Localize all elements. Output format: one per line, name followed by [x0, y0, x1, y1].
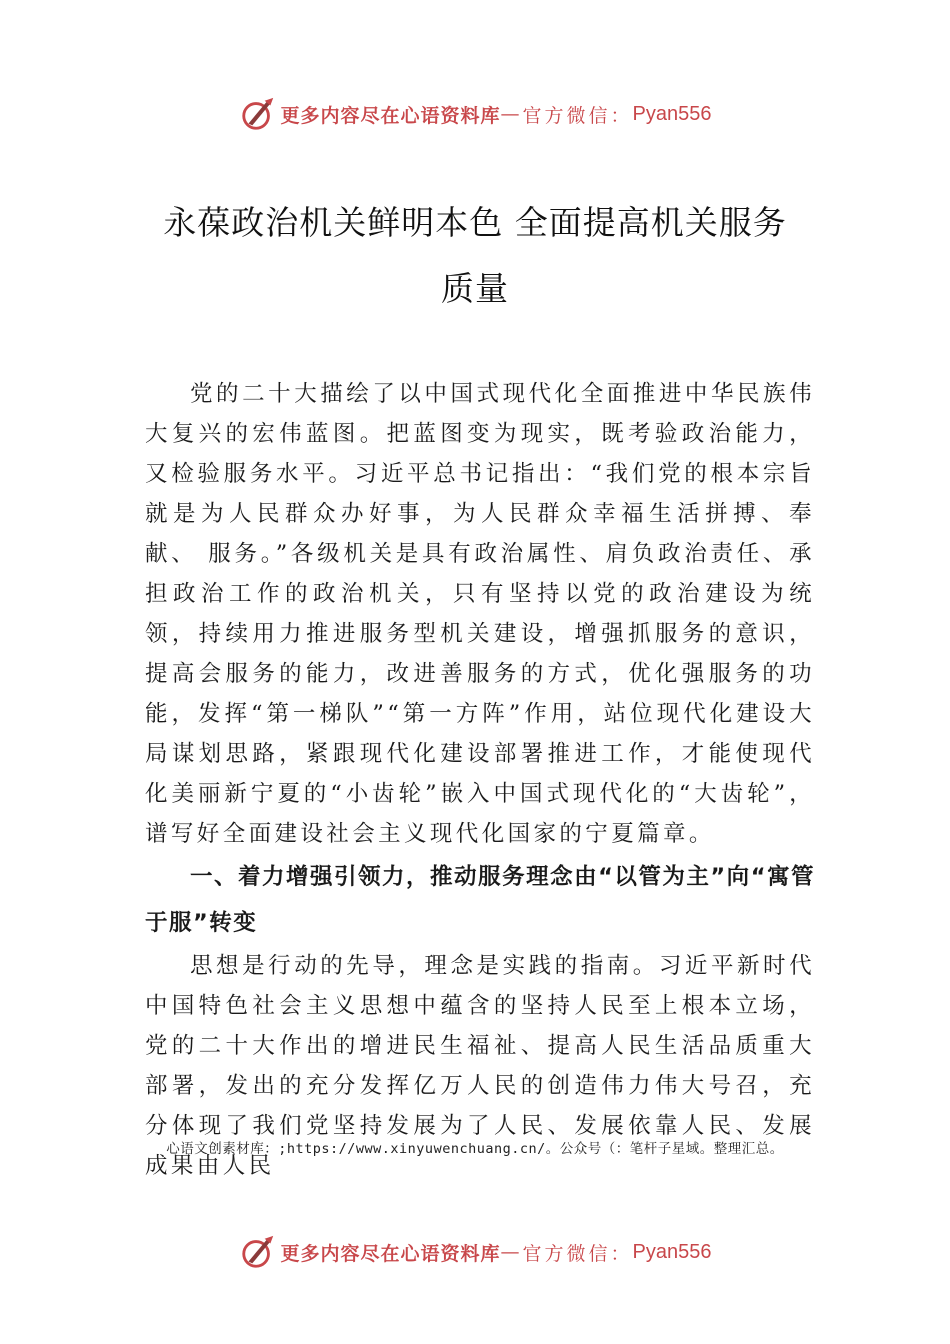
- banner-brand: 更多内容尽在心语资料库: [280, 1242, 501, 1265]
- banner-wechat-handle: Pyan556: [632, 1240, 712, 1263]
- quill-logo-icon: [239, 1233, 277, 1271]
- source-footer: 心语文创素材库：;https://www.xinyuwenchuang.cn/。公众号（：笔杆子星域。整理汇总。: [166, 1141, 784, 1157]
- title-line-1: 永葆政治机关鲜明本色 全面提高机关服务: [163, 203, 787, 242]
- banner-separator: —: [500, 1241, 523, 1263]
- section-1-heading: 一、着力增强引领力，推动服务理念由“以管为主”向“寓管于服”转变: [145, 864, 815, 936]
- banner-wechat-label: 官方微信：: [522, 104, 633, 127]
- banner-brand: 更多内容尽在心语资料库: [280, 104, 501, 127]
- banner-wechat-label: 官方微信：: [522, 1242, 633, 1265]
- quill-logo-icon: [239, 95, 277, 133]
- title-line-2: 质量: [441, 269, 509, 308]
- intro-paragraph: 党的二十大描绘了以中国式现代化全面推进中华民族伟大复兴的宏伟蓝图。把蓝图变为现实，既考验政治能力， 又检验服务水平。习近平总书记指出：“我们党的根本宗旨就是为人民群众办好事，为人民群众幸福生活拼搏、奉献、 服务。”各级机关是具有政治属性、肩负政治责任、承担政治工作的政治机关，只有坚持以党的政治建设为统领，持续用力推进服务型机关建设，增强抓服务的意识，提高会服务的能力，改进善服务的方式，优化强服务的功能，发挥“第一梯队”“第一方阵”作用，站位现代化建设大局谋划思路，紧跟现代化建设部署推进工作，才能使现代化美丽新宁夏的“小齿轮”嵌入中国式现代化的“大齿轮”，谱写好全面建设社会主义现代化国家的宁夏篇章。: [145, 381, 815, 847]
- document-title: [0, 190, 950, 322]
- footer-banner: [0, 1230, 950, 1274]
- banner-wechat-handle: Pyan556: [632, 102, 712, 125]
- section-1-paragraph: 思想是行动的先导，理念是实践的指南。习近平新时代中国特色社会主义思想中蕴含的坚持人民至上根本立场，党的二十大作出的增进民生福祉、提高人民生活品质重大部署，发出的充分发挥亿万人民的创造伟力伟大号召，充分体现了我们党坚持发展为了人民、发展依靠人民、发展成果由人民: [145, 953, 815, 1179]
- banner-separator: —: [500, 103, 523, 125]
- header-banner: [0, 92, 950, 136]
- intro-body: [145, 374, 815, 1186]
